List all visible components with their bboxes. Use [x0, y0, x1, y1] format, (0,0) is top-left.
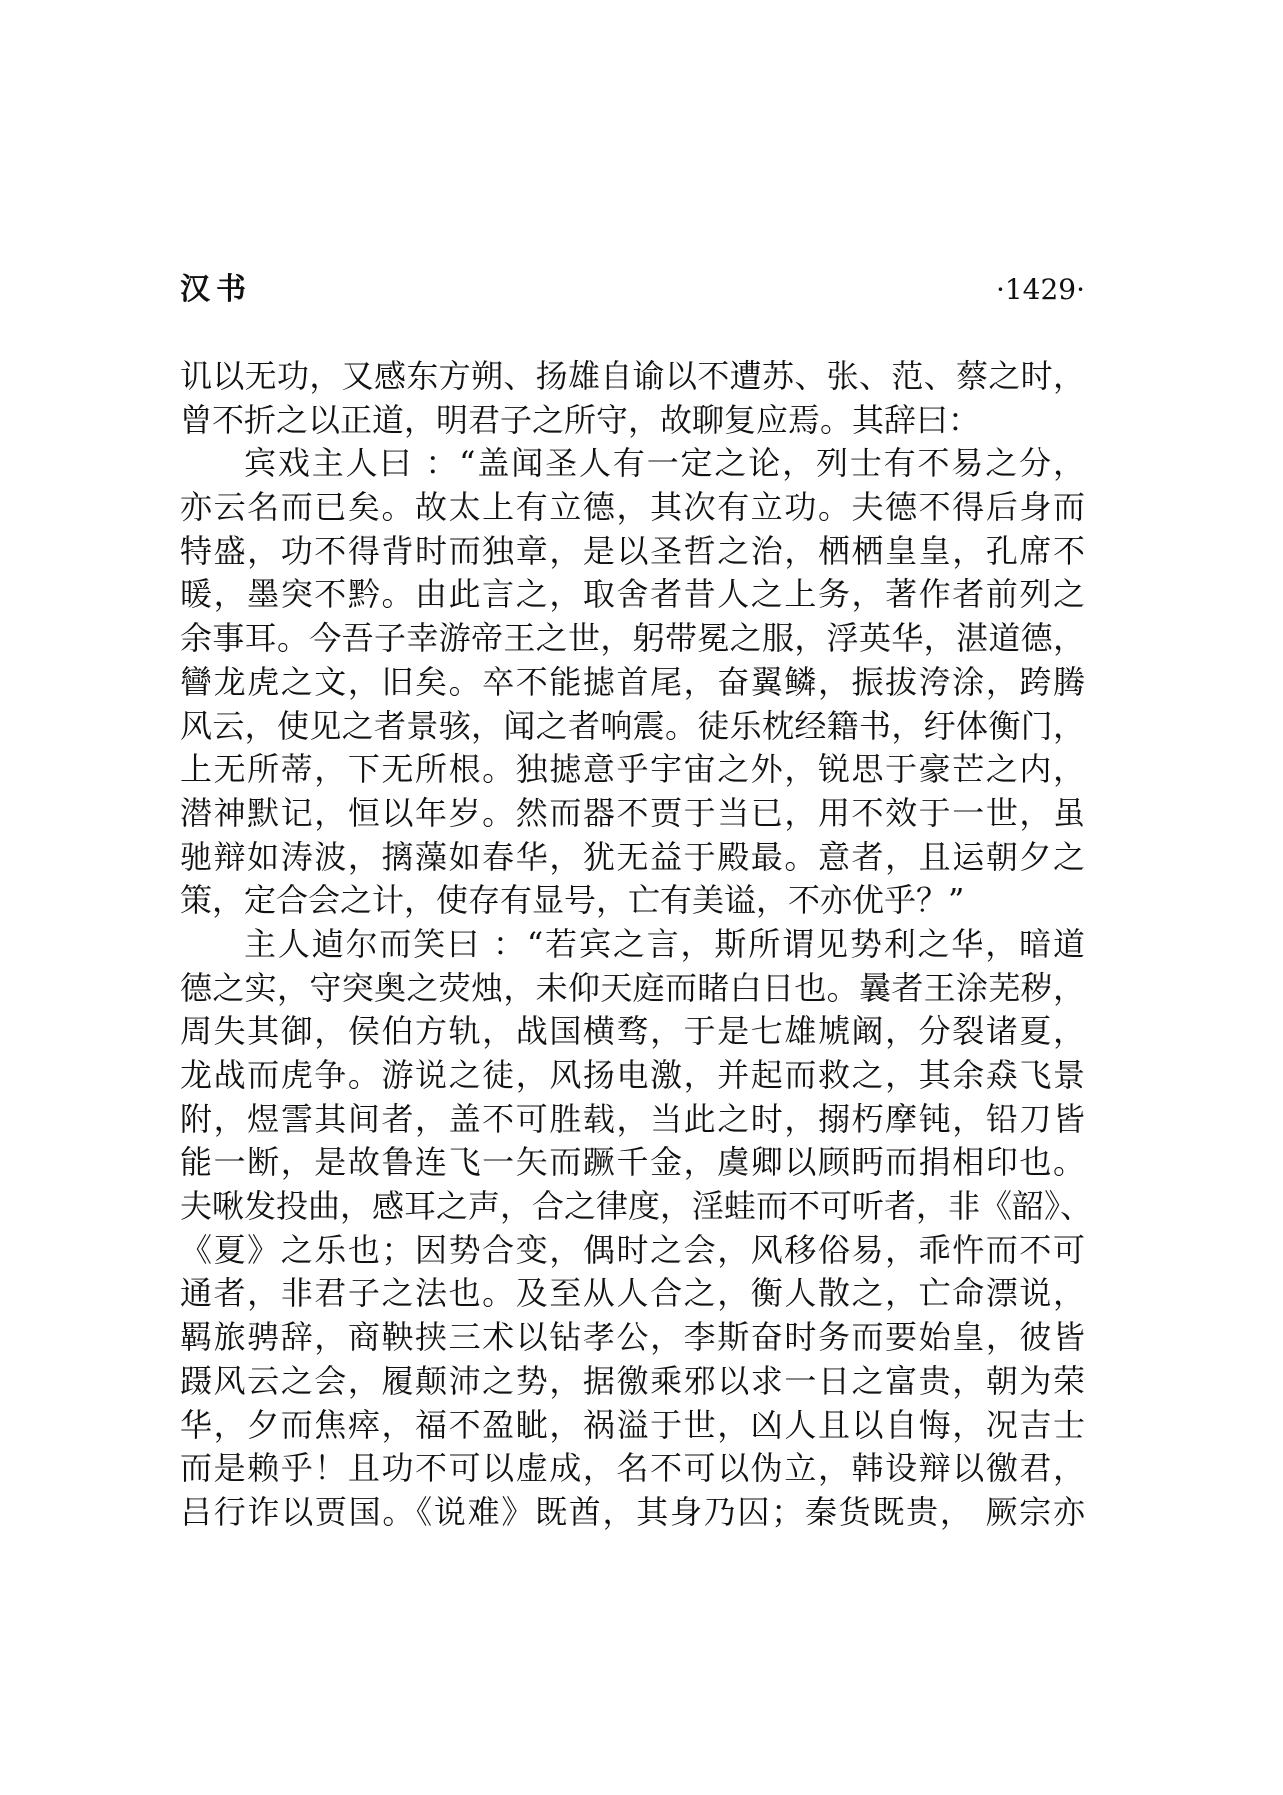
running-title: 汉书 [180, 272, 252, 307]
text-line: 讥以无功，又感东方朔、扬雄自谕以不遭苏、张、范、蔡之时， [180, 357, 1085, 395]
text-line: 曾不折之以正道，明君子之所守，故聊复应焉。其辞曰： [180, 400, 981, 439]
text-line: 而是赖乎！且功不可以虚成，名不可以伪立，韩设辩以徼君， [180, 1449, 1085, 1488]
text-line: 蹑风云之会，履颠沛之势，据徼乘邪以求一日之富贵，朝为荣 [180, 1361, 1085, 1400]
text-line: 华，夕而焦瘁，福不盈眦，祸溢于世，凶人且以自悔，况吉士 [180, 1405, 1085, 1444]
text-line: 上无所蒂，下无所根。独摅意乎宇宙之外，锐思于豪芒之内， [180, 750, 1085, 789]
text-line: 矕龙虎之文，旧矣。卒不能摅首尾，奋翼鳞，振拔洿涂，跨腾 [180, 662, 1085, 701]
text-line: 吕行诈以贾国。《说难》既酋，其身乃囚；秦货既贵， 厥宗亦 [180, 1492, 1085, 1531]
text-line: 潜神默记，恒以年岁。然而器不贾于当已，用不效于一世，虽 [180, 793, 1085, 832]
text-line: 主人逌尔而笑曰 ：“若宾之言，斯所谓见势利之华，暗道 [244, 924, 1085, 963]
text-line: 特盛，功不得背时而独章，是以圣哲之治，栖栖皇皇，孔席不 [180, 531, 1085, 570]
text-line: 《夏》之乐也；因势合变，偶时之会，风移俗易，乖忤而不可 [180, 1230, 1085, 1269]
text-line: 驰辩如涛波，摛藻如春华，犹无益于殿最。意者，且运朝夕之 [180, 837, 1085, 876]
body-text [180, 355, 1093, 1535]
text-line: 周失其御，侯伯方轨，战国横骛，于是七雄虓阚，分裂诸夏， [180, 1012, 1085, 1051]
text-line: 夫啾发投曲，感耳之声，合之律度，淫蛙而不可听者，非《韶》、 [180, 1187, 1093, 1226]
text-line: 余事耳。今吾子幸游帝王之世，躬带冕之服，浮英华，湛道德， [180, 619, 1085, 658]
text-line: 宾戏主人曰 ：“盖闻圣人有一定之论，列士有不易之分， [244, 444, 1085, 483]
text-line: 通者，非君子之法也。及至从人合之，衡人散之，亡命漂说， [180, 1274, 1085, 1313]
page-number: ·1429· [995, 273, 1085, 306]
text-line: 羁旅骋辞，商鞅挟三术以钻孝公，李斯奋时务而要始皇，彼皆 [180, 1318, 1085, 1357]
text-line: 策，定合会之计，使存有显号，亡有美谥，不亦优乎？” [180, 881, 965, 920]
text-line: 德之实，守突奥之荧烛，未仰天庭而睹白日也。曩者王涂芜秽， [180, 968, 1085, 1007]
text-line: 暖，墨突不黔。由此言之，取舍者昔人之上务，著作者前列之 [180, 575, 1085, 614]
text-line: 能一断，是故鲁连飞一矢而蹶千金，虞卿以顾眄而捐相印也。 [180, 1143, 1085, 1182]
text-line: 亦云名而已矣。故太上有立德，其次有立功。夫德不得后身而 [180, 488, 1085, 527]
page-header [180, 268, 1085, 312]
text-line: 龙战而虎争。游说之徒，风扬电激，并起而救之，其余猋飞景 [180, 1056, 1085, 1094]
text-line: 风云，使见之者景骇，闻之者响震。徒乐枕经籍书，纡体衡门， [180, 706, 1085, 745]
text-line: 附，煜霅其间者，盖不可胜载，当此之时，搦朽摩钝，铅刀皆 [180, 1099, 1085, 1138]
